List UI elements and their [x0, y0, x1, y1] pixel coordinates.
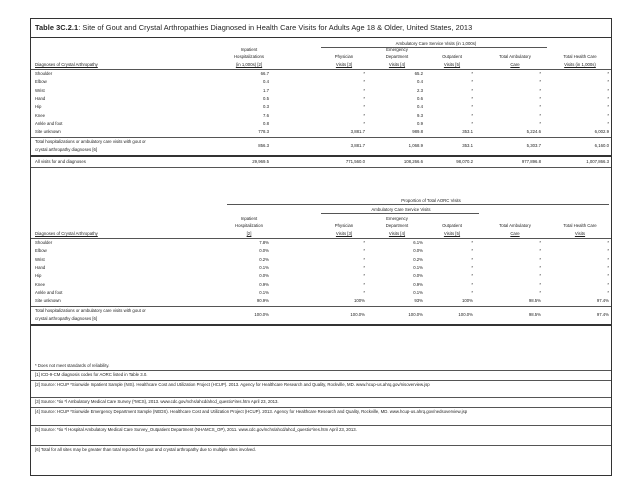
t1-col-ed-1: Emergency: [386, 47, 408, 52]
table1-cell: *: [607, 87, 609, 93]
table-frame: [30, 18, 612, 476]
table2-cell: *: [539, 256, 541, 262]
table1-total-rule: [31, 137, 611, 138]
table1-cell: *: [471, 95, 473, 101]
t2-col-physician-1: Physician: [334, 223, 354, 228]
table2-row-label: Site unknown: [35, 298, 61, 304]
t1-col-ed-2: Department: [385, 54, 409, 59]
table1-cell: *: [607, 95, 609, 101]
footnote-rule: [31, 380, 611, 381]
t2-col-totalhc-2: Visits: [574, 231, 586, 236]
t1-col-inpatient-1: Inpatient: [240, 47, 258, 52]
table1-row-label: Hip: [35, 104, 42, 110]
table1-cell: 0.3: [263, 104, 269, 110]
table1-cell: *: [471, 104, 473, 110]
table1-all-rule: [31, 155, 611, 157]
table2-cell: *: [363, 264, 365, 270]
table2-cell: *: [539, 248, 541, 254]
table1-cell: *: [363, 71, 365, 76]
t1-group-underline: [321, 47, 547, 48]
table2-cell: 0.9%: [413, 281, 423, 287]
table1-cell: *: [363, 120, 365, 126]
table2-cell: 6.1%: [413, 240, 423, 245]
t2-col-ed-2: Department: [385, 223, 409, 228]
table1-cell: *: [471, 71, 473, 76]
footnote-rule: [31, 397, 611, 398]
table1-all-cell: 29,969.5: [252, 159, 269, 165]
table1-cell: 0.4: [417, 104, 423, 110]
table1-cell: *: [539, 120, 541, 126]
table2-cell: *: [607, 281, 609, 287]
table2-cell: *: [363, 289, 365, 295]
table2-row-label: Knee: [35, 281, 46, 287]
table2-cell: *: [539, 273, 541, 279]
t1-col-diagnosis: Diagnoses of Crystal Arthropathy: [35, 62, 98, 67]
table1-cell: 989.8: [412, 129, 423, 135]
table1-cell: 65.2: [414, 71, 423, 76]
table1-cell: *: [471, 79, 473, 85]
table2-cell: 0.0%: [413, 248, 423, 254]
table1-cell: *: [539, 112, 541, 118]
table2-cell: *: [471, 256, 473, 262]
t2-col-inpatient-1: Inpatient: [240, 216, 258, 221]
table2-total-label-2: crystal arthropathy diagnoses [6]: [35, 316, 98, 322]
table1-row-label: Wrist: [35, 87, 45, 93]
t2-col-outpatient-1: Outpatient: [442, 223, 462, 228]
table1-bottom-rule: [31, 167, 611, 168]
table2-cell: *: [607, 289, 609, 295]
table2-cell: *: [363, 273, 365, 279]
table2-cell: *: [363, 240, 365, 245]
table1-cell: *: [607, 79, 609, 85]
table2-cell: 0.0%: [259, 248, 269, 254]
table1-cell: *: [471, 87, 473, 93]
table1-total-cell: 6,160.0: [594, 143, 609, 149]
table2-cell: 0.1%: [413, 264, 423, 270]
table1-row-label: Shoulder: [35, 71, 53, 76]
table1-cell: *: [607, 104, 609, 110]
table1-cell: 7.6: [263, 112, 269, 118]
table2-cell: *: [607, 256, 609, 262]
table2-cell: *: [471, 264, 473, 270]
table2-cell: 98.5%: [528, 298, 541, 304]
t1-col-physician-1: Physician: [334, 54, 354, 59]
t2-col-physician-2: Visits [3]: [335, 231, 353, 236]
table2-row-label: Wrist: [35, 256, 45, 262]
table2-total-cell: 100.0%: [458, 312, 473, 318]
table2-cell: 0.2%: [259, 256, 269, 262]
table1-row-label: Ankle and foot: [35, 120, 63, 126]
table2-row-label: Hip: [35, 273, 42, 279]
table2-cell: *: [539, 240, 541, 245]
t2-top-header: Proportion of Total AORC Visits: [401, 198, 461, 203]
t2-top-underline: [227, 204, 609, 205]
t1-col-inpatient-2: Hospitalizations: [233, 54, 265, 59]
table2-cell: 93%: [414, 298, 423, 304]
t2-col-outpatient-2: Visits [5]: [443, 231, 461, 236]
table2-cell: *: [363, 281, 365, 287]
table2-row-label: Ankle and foot: [35, 289, 63, 295]
table2-cell: 7.8%: [259, 240, 269, 245]
table1-total-label-1: Total hospitalizations or ambulatory care visits with gout or: [35, 139, 146, 145]
table1-cell: *: [363, 112, 365, 118]
table1-total-cell: 3,881.7: [350, 143, 365, 149]
table1-cell: 6,002.9: [594, 129, 609, 135]
table1-cell: 0.8: [263, 120, 269, 126]
table1-cell: *: [363, 95, 365, 101]
t1-col-outpatient-1: Outpatient: [442, 54, 462, 59]
table1-cell: *: [471, 112, 473, 118]
table2-cell: 0.1%: [259, 264, 269, 270]
table1-total-cell: 856.3: [258, 143, 269, 149]
table1-cell: 5,224.6: [526, 129, 541, 135]
table2-cell: *: [471, 248, 473, 254]
table1-cell: *: [363, 87, 365, 93]
table1-all-cell: 108,266.6: [403, 159, 423, 165]
t1-col-totalhc-2: Visits (in 1,000s): [564, 62, 596, 67]
table1-cell: *: [539, 104, 541, 110]
title-rule: [31, 37, 611, 38]
table2-cell: *: [539, 264, 541, 270]
footnote-rule: [31, 407, 611, 408]
table2-cell: 0.0%: [259, 273, 269, 279]
table2-total-cell: 98.5%: [528, 312, 541, 318]
table1-row-label: Knee: [35, 112, 46, 118]
table2-cell: 100%: [462, 298, 473, 304]
table1-cell: 2.3: [417, 87, 423, 93]
table1-cell: 353.1: [462, 129, 473, 135]
table2-cell: *: [539, 289, 541, 295]
table1-cell: 0.4: [263, 79, 269, 85]
table1-total-cell: 5,303.7: [526, 143, 541, 149]
t2-group-header: Ambulatory Care Service Visits: [371, 207, 431, 212]
footnote: [3] Source: *tio *l Ambulatory Medical Care Survey (*MCS), 2013. www.cdc.gov/nchs/ahcd/ahcd_questio*ires.htm April 23, 2013.: [35, 399, 279, 404]
table1-cell: *: [363, 79, 365, 85]
table2-header-rule: [31, 238, 611, 239]
table2-cell: *: [471, 273, 473, 279]
table1-cell: 0.9: [417, 120, 423, 126]
table1-cell: 0.4: [417, 79, 423, 85]
t2-col-ed-3: Visits [4]: [388, 231, 406, 236]
table1-cell: *: [607, 120, 609, 126]
footnote: [4] Source: HCUP *Sionwide Emergency Department Sample (NEDS). Healthcare Cost and Utilization Project (HCUP). 2013. Agency for Healthcare Research and Quality, Rockville, MD. www.hcup-us.ahrq.gov/nedsoverview.jsp: [35, 409, 468, 414]
t2-col-totalhc-1: Total Health Care: [563, 223, 597, 228]
table1-cell: 1.7: [263, 87, 269, 93]
footnote-rule: [31, 445, 611, 446]
table2-total-cell: 100.0%: [254, 312, 269, 318]
table2-cell: *: [471, 281, 473, 287]
table1-cell: 0.5: [263, 95, 269, 101]
table1-total-label-2: crystal arthropathy diagnoses [6]: [35, 147, 98, 153]
table1-row-label: Site unknown: [35, 129, 61, 135]
table2-cell: *: [607, 264, 609, 270]
table1-row-label: Elbow: [35, 79, 47, 85]
footnote: * Does not meet standards of reliability.: [35, 363, 110, 368]
table1-all-label: All visits for and diagnoses: [35, 159, 86, 165]
t1-col-ed-3: Visits [4]: [388, 62, 406, 67]
t1-col-inpatient-3: (in 1,000s) [2]: [235, 62, 263, 67]
table1-all-cell: 98,070.2: [456, 159, 473, 165]
table2-cell: *: [471, 240, 473, 245]
table2-cell: 90.9%: [256, 298, 269, 304]
table2-cell: *: [607, 248, 609, 254]
table1-all-cell: 1,007,866.3: [586, 159, 609, 165]
t2-col-totalamb-1: Total Ambulatory: [499, 223, 531, 228]
t2-col-ed-1: Emergency: [386, 216, 408, 221]
table1-cell: 0.6: [417, 95, 423, 101]
t1-col-totalhc-1: Total Health Care: [563, 54, 597, 59]
t1-col-physician-2: Visits [3]: [335, 62, 353, 67]
table1-cell: *: [363, 104, 365, 110]
table2-cell: 100%: [354, 298, 365, 304]
table-title: Table 3C.2.1: Site of Gout and Crystal Arthropathies Diagnosed in Health Care Visits for Adults Age 18 & Older, United States, 2013: [35, 23, 473, 32]
t1-col-totalamb-1: Total Ambulatory: [499, 54, 531, 59]
table1-cell: *: [539, 87, 541, 93]
table2-cell: 0.0%: [413, 273, 423, 279]
t1-group-header: Ambulatory Care Service Visits (in 1,000s): [395, 41, 477, 46]
table1-cell: 9.3: [417, 112, 423, 118]
table2-cell: *: [607, 240, 609, 245]
table1-cell: 778.3: [258, 129, 269, 135]
table1-cell: *: [539, 95, 541, 101]
table2-cell: *: [471, 289, 473, 295]
t2-col-totalamb-2: Care: [510, 231, 520, 236]
table2-total-cell: 100.0%: [408, 312, 423, 318]
table2-bottom-rule: [31, 324, 611, 326]
table1-total-cell: 1,068.9: [408, 143, 423, 149]
table1-total-cell: 353.1: [462, 143, 473, 149]
table1-all-cell: 771,560.0: [345, 159, 365, 165]
table2-row-label: Shoulder: [35, 240, 53, 245]
table2-cell: *: [539, 281, 541, 287]
t2-group-underline: [321, 213, 479, 214]
t1-col-totalamb-2: Care: [510, 62, 520, 67]
table1-all-cell: 977,896.8: [521, 159, 541, 165]
table1-cell: 66.7: [260, 71, 269, 76]
table2-cell: 0.1%: [413, 289, 423, 295]
table2-row-label: Elbow: [35, 248, 47, 254]
table2-cell: 0.9%: [259, 281, 269, 287]
table1-cell: *: [539, 71, 541, 76]
footnote: [6] Total for all sites may be greater than total reported for gout and crystal arthropathy due to multiple sites involved.: [35, 447, 256, 452]
footnote: [5] Source: *tio *l Hospital Ambulatory Medical Care Survey_Outpatient Department (NHAMCS_OP), 2011. www.cdc.gov/nchs/ahcd/ahcd_questio*ires.htm April 23, 2013.: [35, 427, 357, 432]
table2-cell: 97.4%: [596, 298, 609, 304]
table2-total-label-1: Total hospitalizations or ambulatory care visits with gout or: [35, 308, 146, 314]
t2-col-inpatient-2: Hospitalization: [235, 223, 263, 228]
t1-col-outpatient-2: Visits [5]: [443, 62, 461, 67]
table2-row-label: Hand: [35, 264, 46, 270]
table1-header-rule: [31, 69, 611, 70]
table2-total-rule: [31, 306, 611, 307]
table2-cell: 0.1%: [259, 289, 269, 295]
table1-cell: 3,881.7: [350, 129, 365, 135]
table2-cell: 0.2%: [413, 256, 423, 262]
table2-total-cell: 97.4%: [596, 312, 609, 318]
footnote-rule: [31, 425, 611, 426]
table1-cell: *: [607, 71, 609, 76]
footnote: [1] ICD-9-CM diagnosis codes for AORC listed in Table 3.0.: [35, 372, 148, 377]
table2-cell: *: [607, 273, 609, 279]
table1-cell: *: [607, 112, 609, 118]
table1-cell: *: [471, 120, 473, 126]
t2-col-diagnosis: Diagnoses of Crystal Arthropathy: [35, 231, 98, 236]
footnote: [2] Source: HCUP *Sionwide Inpatient Sample (NIS). Healthcare Cost and Utilization Project (HCUP). 2013. Agency for Healthcare Research and Quality, Rockville, MD. www.hcup-us.ahrq.gov/nisoverview.jsp: [35, 382, 430, 387]
t2-col-inpatient-3: [2]: [246, 231, 252, 236]
table1-cell: *: [539, 79, 541, 85]
table2-cell: *: [363, 248, 365, 254]
table2-total-cell: 100.0%: [350, 312, 365, 318]
table2-cell: *: [363, 256, 365, 262]
table1-row-label: Hand: [35, 95, 46, 101]
footnote-rule: [31, 370, 611, 371]
